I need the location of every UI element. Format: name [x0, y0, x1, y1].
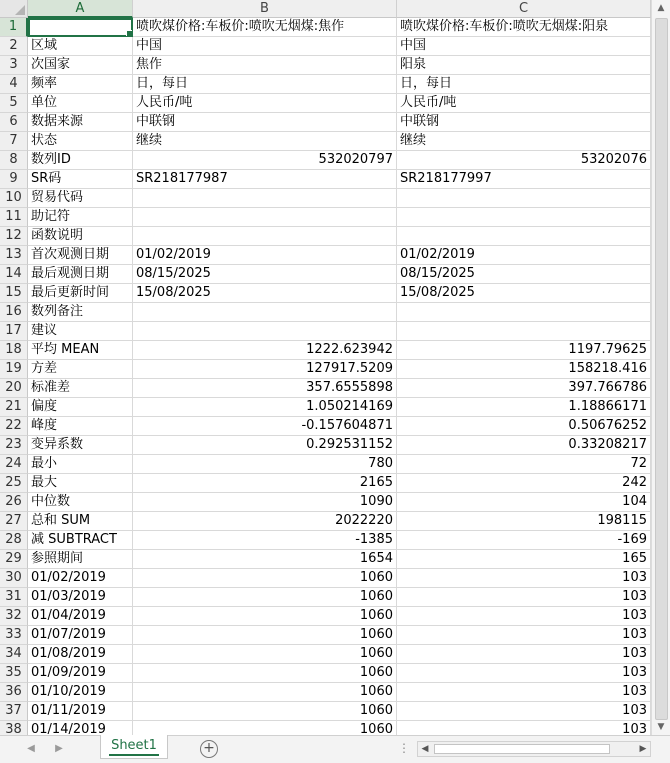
cell-a[interactable] — [28, 18, 133, 37]
row-header[interactable]: 24 — [0, 455, 28, 474]
column-header-c[interactable]: C — [397, 0, 651, 18]
scroll-up-icon[interactable]: ▲ — [657, 3, 665, 13]
table-row — [0, 132, 651, 151]
table-row — [0, 303, 651, 322]
table-row — [0, 246, 651, 265]
table-row — [0, 189, 651, 208]
cell-b[interactable]: 1060 — [133, 569, 397, 588]
cell-a[interactable]: 次国家 — [28, 56, 133, 75]
table-row — [0, 664, 651, 683]
table-row — [0, 37, 651, 56]
row-header[interactable]: 13 — [0, 246, 28, 265]
cell-b[interactable]: 中国 — [133, 37, 397, 56]
cell-b[interactable]: 1060 — [133, 721, 397, 735]
cell-c[interactable]: 72 — [397, 455, 651, 474]
cell-a[interactable]: 区域 — [28, 37, 133, 56]
cell-c[interactable]: 1197.79625 — [397, 341, 651, 360]
cell-a[interactable]: 频率 — [28, 75, 133, 94]
table-row — [0, 607, 651, 626]
cell-c[interactable]: 103 — [397, 626, 651, 645]
more-options-icon[interactable]: ⋮ — [398, 741, 411, 755]
select-all-button[interactable] — [0, 0, 28, 18]
row-header[interactable]: 29 — [0, 550, 28, 569]
cell-b[interactable]: 357.6555898 — [133, 379, 397, 398]
table-row — [0, 721, 651, 735]
row-header[interactable]: 18 — [0, 341, 28, 360]
horizontal-scrollbar[interactable] — [417, 741, 651, 757]
add-sheet-button[interactable]: + — [200, 740, 218, 758]
row-header[interactable]: 14 — [0, 265, 28, 284]
row-header[interactable]: 11 — [0, 208, 28, 227]
cell-a[interactable]: 01/02/2019 — [28, 569, 133, 588]
row-header[interactable]: 31 — [0, 588, 28, 607]
table-row — [0, 18, 651, 37]
cell-b[interactable]: -0.157604871 — [133, 417, 397, 436]
row-header[interactable]: 8 — [0, 151, 28, 170]
row-header[interactable]: 9 — [0, 170, 28, 189]
column-header-a[interactable]: A — [28, 0, 133, 18]
cell-b[interactable]: 1060 — [133, 645, 397, 664]
cell-c[interactable]: 158218.416 — [397, 360, 651, 379]
row-header[interactable]: 12 — [0, 227, 28, 246]
cell-a[interactable]: 数列ID — [28, 151, 133, 170]
scroll-left-icon[interactable]: ◀ — [421, 744, 429, 754]
cell-a[interactable]: 最后观测日期 — [28, 265, 133, 284]
cell-b[interactable]: 08/15/2025 — [133, 265, 397, 284]
table-row — [0, 360, 651, 379]
cell-a[interactable]: 总和 SUM — [28, 512, 133, 531]
cell-c[interactable]: 104 — [397, 493, 651, 512]
cell-c[interactable]: 103 — [397, 645, 651, 664]
table-row — [0, 417, 651, 436]
cell-b[interactable]: 2165 — [133, 474, 397, 493]
column-header-b[interactable]: B — [133, 0, 397, 18]
cell-b[interactable]: 15/08/2025 — [133, 284, 397, 303]
cell-b[interactable]: 焦作 — [133, 56, 397, 75]
table-row — [0, 531, 651, 550]
table-row — [0, 550, 651, 569]
cell-c[interactable]: 继续 — [397, 132, 651, 151]
fill-handle[interactable] — [126, 30, 133, 37]
cell-c[interactable]: 103 — [397, 683, 651, 702]
cell-c[interactable]: 中联钢 — [397, 113, 651, 132]
row-header[interactable]: 37 — [0, 702, 28, 721]
cell-c[interactable]: 103 — [397, 721, 651, 735]
table-row — [0, 398, 651, 417]
cell-b[interactable]: 1060 — [133, 607, 397, 626]
row-header[interactable]: 4 — [0, 75, 28, 94]
row-header[interactable]: 16 — [0, 303, 28, 322]
cell-c[interactable]: 198115 — [397, 512, 651, 531]
table-row — [0, 227, 651, 246]
cell-b[interactable]: 1060 — [133, 588, 397, 607]
cell-b[interactable]: 2022220 — [133, 512, 397, 531]
table-row — [0, 113, 651, 132]
cell-a[interactable]: 01/09/2019 — [28, 664, 133, 683]
table-row — [0, 455, 651, 474]
cell-c[interactable] — [397, 189, 651, 208]
cell-b[interactable]: 0.292531152 — [133, 436, 397, 455]
cell-c[interactable]: 喷吹煤价格:车板价:喷吹无烟煤:阳泉 — [397, 18, 651, 37]
cell-c[interactable]: 15/08/2025 — [397, 284, 651, 303]
cell-b[interactable]: 01/02/2019 — [133, 246, 397, 265]
sheet-tab-label: Sheet1 — [111, 738, 157, 753]
cell-a[interactable]: 参照期间 — [28, 550, 133, 569]
cell-c[interactable]: 103 — [397, 569, 651, 588]
row-header[interactable]: 36 — [0, 683, 28, 702]
cell-b[interactable]: 1090 — [133, 493, 397, 512]
cell-b[interactable]: 1060 — [133, 702, 397, 721]
scroll-right-icon[interactable]: ▶ — [639, 744, 647, 754]
cell-b[interactable]: 127917.5209 — [133, 360, 397, 379]
cell-a[interactable]: 最后更新时间 — [28, 284, 133, 303]
row-header[interactable]: 20 — [0, 379, 28, 398]
cell-a[interactable]: 01/07/2019 — [28, 626, 133, 645]
row-header[interactable]: 3 — [0, 56, 28, 75]
cell-a[interactable]: 函数说明 — [28, 227, 133, 246]
cell-a[interactable]: 单位 — [28, 94, 133, 113]
cell-b[interactable]: 中联钢 — [133, 113, 397, 132]
row-header[interactable]: 35 — [0, 664, 28, 683]
cell-a[interactable]: 方差 — [28, 360, 133, 379]
table-row — [0, 569, 651, 588]
table-row — [0, 151, 651, 170]
row-header[interactable]: 28 — [0, 531, 28, 550]
cell-b[interactable]: SR218177987 — [133, 170, 397, 189]
row-header[interactable]: 6 — [0, 113, 28, 132]
horizontal-scroll-thumb[interactable] — [434, 744, 610, 754]
cell-a[interactable]: 01/03/2019 — [28, 588, 133, 607]
cell-c[interactable]: 01/02/2019 — [397, 246, 651, 265]
cell-b[interactable]: 1654 — [133, 550, 397, 569]
row-header[interactable]: 38 — [0, 721, 28, 735]
table-row — [0, 436, 651, 455]
vertical-scrollbar[interactable] — [651, 0, 670, 735]
cell-c[interactable]: 阳泉 — [397, 56, 651, 75]
cell-a[interactable]: 数列备注 — [28, 303, 133, 322]
table-row — [0, 645, 651, 664]
row-header[interactable]: 30 — [0, 569, 28, 588]
cell-c[interactable]: 165 — [397, 550, 651, 569]
cell-b[interactable]: 532020797 — [133, 151, 397, 170]
cell-c[interactable]: 103 — [397, 607, 651, 626]
table-row — [0, 341, 651, 360]
row-header[interactable]: 2 — [0, 37, 28, 56]
table-row — [0, 75, 651, 94]
table-row — [0, 626, 651, 645]
cell-c[interactable] — [397, 227, 651, 246]
cell-c[interactable]: 397.766786 — [397, 379, 651, 398]
table-row — [0, 56, 651, 75]
row-header[interactable]: 10 — [0, 189, 28, 208]
cell-b[interactable]: 日，每日 — [133, 75, 397, 94]
row-header[interactable]: 34 — [0, 645, 28, 664]
table-row — [0, 170, 651, 189]
cell-c[interactable]: 242 — [397, 474, 651, 493]
column-header-row — [28, 0, 651, 18]
table-row — [0, 702, 651, 721]
table-row — [0, 512, 651, 531]
cell-a[interactable]: 贸易代码 — [28, 189, 133, 208]
row-header[interactable]: 32 — [0, 607, 28, 626]
tab-nav-prev-icon[interactable]: ◀ — [27, 743, 35, 754]
cell-c[interactable]: 53202076 — [397, 151, 651, 170]
sheet-tab-sheet1[interactable] — [100, 735, 168, 759]
select-all-icon — [15, 5, 25, 15]
active-tab-indicator — [109, 754, 159, 756]
cell-c[interactable]: 中国 — [397, 37, 651, 56]
table-row — [0, 379, 651, 398]
table-row — [0, 474, 651, 493]
cell-b[interactable]: 1060 — [133, 664, 397, 683]
cell-b[interactable]: 1060 — [133, 683, 397, 702]
table-row — [0, 208, 651, 227]
cell-b[interactable]: 人民币/吨 — [133, 94, 397, 113]
row-header[interactable]: 22 — [0, 417, 28, 436]
cell-b[interactable] — [133, 189, 397, 208]
cell-a[interactable]: 01/14/2019 — [28, 721, 133, 735]
cell-c[interactable]: 08/15/2025 — [397, 265, 651, 284]
cell-c[interactable]: 1.18866171 — [397, 398, 651, 417]
cell-a[interactable]: 01/11/2019 — [28, 702, 133, 721]
row-header[interactable]: 1 — [0, 18, 28, 37]
cell-a[interactable]: 平均 MEAN — [28, 341, 133, 360]
table-row — [0, 94, 651, 113]
cell-c[interactable]: SR218177997 — [397, 170, 651, 189]
row-header[interactable]: 26 — [0, 493, 28, 512]
cell-b[interactable]: 1.050214169 — [133, 398, 397, 417]
cell-c[interactable]: 103 — [397, 588, 651, 607]
cell-a[interactable]: 标准差 — [28, 379, 133, 398]
sheet-tab-bar — [0, 735, 670, 763]
row-header[interactable]: 25 — [0, 474, 28, 493]
row-header[interactable]: 21 — [0, 398, 28, 417]
tab-nav-next-icon[interactable]: ▶ — [55, 743, 63, 754]
cell-a[interactable]: 偏度 — [28, 398, 133, 417]
table-row — [0, 493, 651, 512]
cell-a[interactable]: 01/08/2019 — [28, 645, 133, 664]
cell-c[interactable]: 0.33208217 — [397, 436, 651, 455]
cell-c[interactable] — [397, 322, 651, 341]
cell-c[interactable]: 日，每日 — [397, 75, 651, 94]
cell-b[interactable]: 780 — [133, 455, 397, 474]
cell-a[interactable]: 01/10/2019 — [28, 683, 133, 702]
row-header[interactable]: 5 — [0, 94, 28, 113]
row-header[interactable]: 33 — [0, 626, 28, 645]
cell-a[interactable]: 数据来源 — [28, 113, 133, 132]
scroll-down-icon[interactable]: ▼ — [657, 722, 665, 732]
cell-c[interactable]: 103 — [397, 702, 651, 721]
cell-c[interactable] — [397, 303, 651, 322]
cell-b[interactable] — [133, 227, 397, 246]
row-header[interactable]: 7 — [0, 132, 28, 151]
cell-a[interactable]: 首次观测日期 — [28, 246, 133, 265]
table-row — [0, 322, 651, 341]
cell-a[interactable]: 最小 — [28, 455, 133, 474]
cell-b[interactable] — [133, 208, 397, 227]
vertical-scroll-thumb[interactable] — [655, 18, 668, 720]
row-header[interactable]: 15 — [0, 284, 28, 303]
cell-b[interactable] — [133, 303, 397, 322]
table-row — [0, 683, 651, 702]
cell-a[interactable]: 峰度 — [28, 417, 133, 436]
table-row — [0, 588, 651, 607]
cell-b[interactable]: 继续 — [133, 132, 397, 151]
cell-b[interactable]: 1222.623942 — [133, 341, 397, 360]
cell-b[interactable] — [133, 322, 397, 341]
cell-c[interactable]: 0.50676252 — [397, 417, 651, 436]
cell-a[interactable]: 状态 — [28, 132, 133, 151]
table-row — [0, 265, 651, 284]
cell-b[interactable]: -1385 — [133, 531, 397, 550]
cell-a[interactable]: 减 SUBTRACT — [28, 531, 133, 550]
row-header[interactable]: 17 — [0, 322, 28, 341]
cell-a[interactable]: SR码 — [28, 170, 133, 189]
cell-a[interactable]: 助记符 — [28, 208, 133, 227]
row-header[interactable]: 19 — [0, 360, 28, 379]
cell-b[interactable]: 1060 — [133, 626, 397, 645]
cell-c[interactable]: 人民币/吨 — [397, 94, 651, 113]
cell-a[interactable]: 建议 — [28, 322, 133, 341]
cell-a[interactable]: 中位数 — [28, 493, 133, 512]
cell-a[interactable]: 01/04/2019 — [28, 607, 133, 626]
cell-a[interactable]: 变异系数 — [28, 436, 133, 455]
cell-c[interactable]: -169 — [397, 531, 651, 550]
sheet-rows — [0, 18, 651, 735]
cell-b[interactable]: 喷吹煤价格:车板价:喷吹无烟煤:焦作 — [133, 18, 397, 37]
table-row — [0, 284, 651, 303]
cell-c[interactable] — [397, 208, 651, 227]
row-header[interactable]: 23 — [0, 436, 28, 455]
cell-a[interactable]: 最大 — [28, 474, 133, 493]
cell-c[interactable]: 103 — [397, 664, 651, 683]
row-header[interactable]: 27 — [0, 512, 28, 531]
